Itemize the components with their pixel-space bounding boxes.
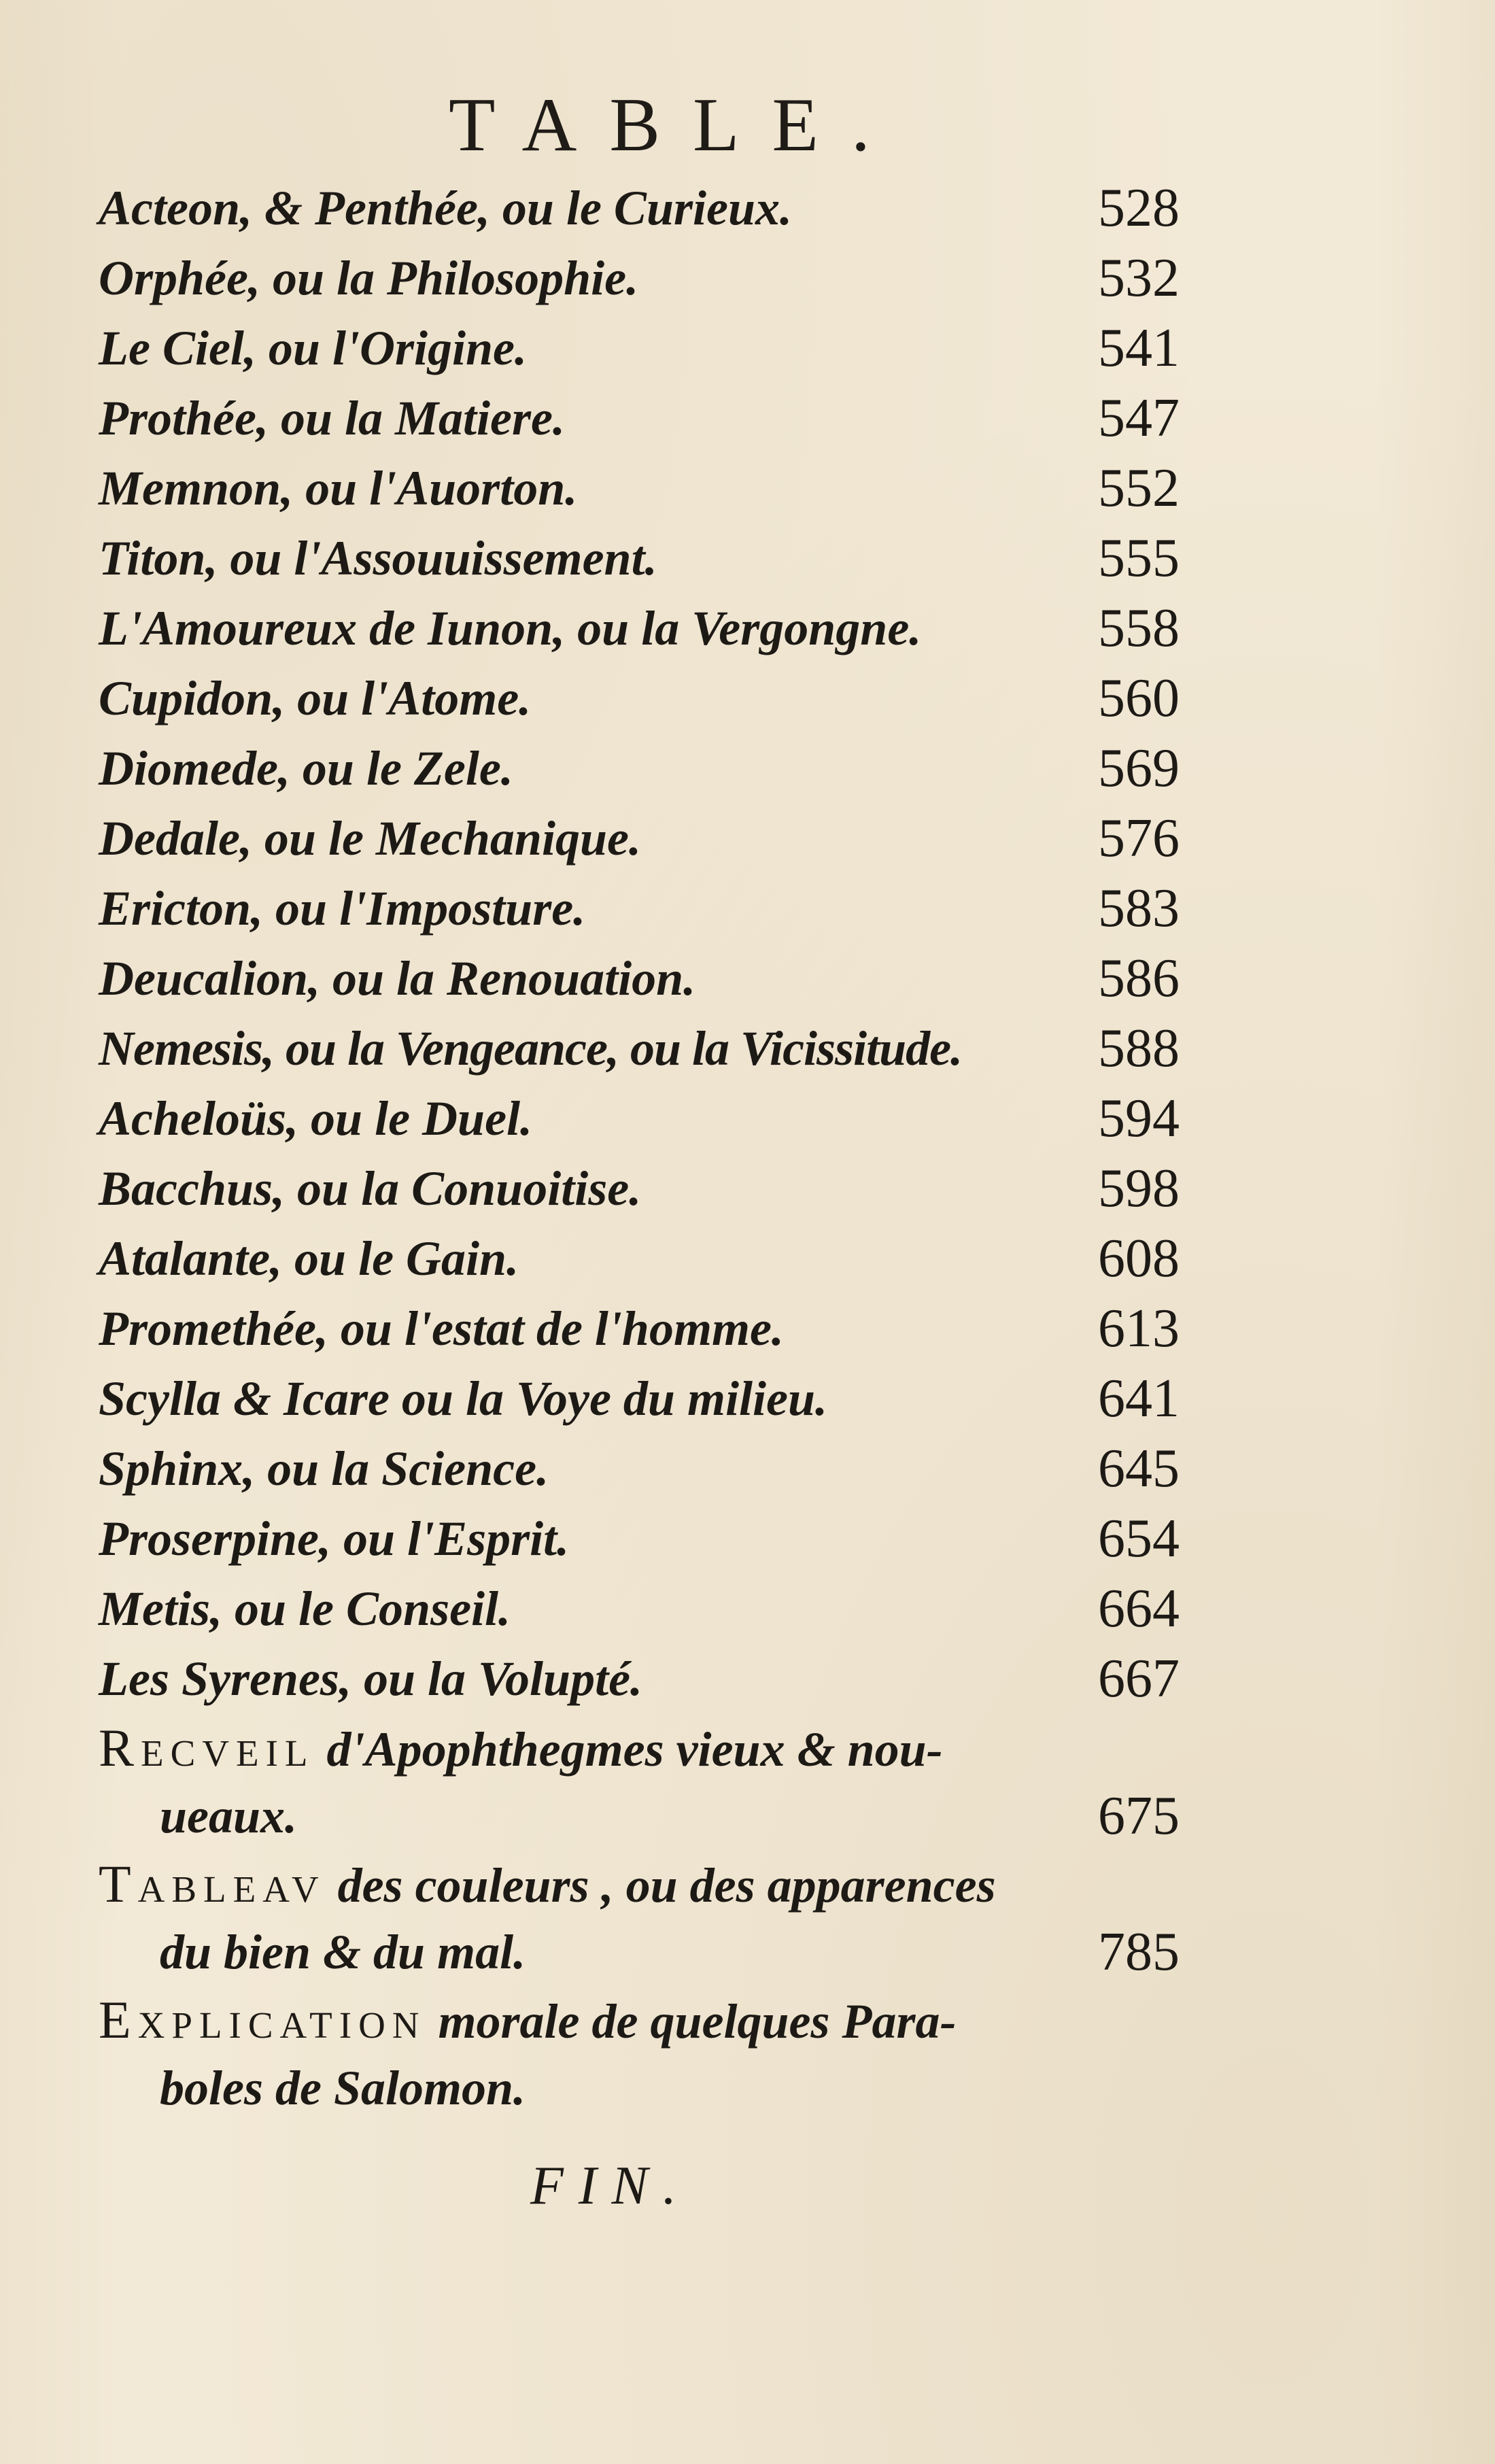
entry-page: 641 xyxy=(1098,1369,1180,1428)
entry-line xyxy=(99,1714,1227,1782)
toc-entry xyxy=(99,1294,1227,1364)
entry-title: Dedale, ou le Mechanique. xyxy=(99,811,641,866)
toc-entry xyxy=(99,734,1227,804)
entry-title: Prothée, ou la Matiere. xyxy=(99,391,565,445)
toc-entry xyxy=(99,944,1227,1014)
entry-page: 541 xyxy=(1098,318,1180,378)
entry-caps: Explication xyxy=(99,1990,426,2049)
table-of-contents xyxy=(99,173,1227,2122)
entry-page: 613 xyxy=(1098,1299,1180,1358)
entry-title: Metis, ou le Conseil. xyxy=(99,1581,511,1636)
entry-title: Scylla & Icare ou la Voye du milieu. xyxy=(99,1371,827,1426)
entry-title: Ericton, ou l'Imposture. xyxy=(99,881,586,936)
entry-page: 586 xyxy=(1098,948,1180,1008)
entry-page: 552 xyxy=(1098,458,1180,518)
entry-caps: Recveil xyxy=(99,1718,315,1777)
entry-title: Bacchus, ou la Conuoitise. xyxy=(99,1161,642,1216)
entry-title-cont: boles de Salomon. xyxy=(160,2061,526,2115)
entry-page: 645 xyxy=(1098,1439,1180,1499)
entry-page: 667 xyxy=(1098,1649,1180,1709)
entry-page: 785 xyxy=(1098,1922,1180,1982)
toc-entry xyxy=(99,1364,1227,1434)
entry-title: Proserpine, ou l'Esprit. xyxy=(99,1511,570,1566)
entry-line xyxy=(99,1986,1227,2054)
toc-entry xyxy=(99,383,1227,454)
entry-title: Acteon, & Penthée, ou le Curieux. xyxy=(99,181,793,235)
toc-entry xyxy=(99,1154,1227,1224)
toc-entry xyxy=(99,243,1227,313)
toc-entry xyxy=(99,313,1227,383)
entry-title: morale de quelques Para- xyxy=(438,1994,957,2049)
entry-page: 675 xyxy=(1098,1786,1180,1846)
toc-entry xyxy=(99,1504,1227,1574)
entry-page: 528 xyxy=(1098,178,1180,238)
entry-title-cont: du bien & du mal. xyxy=(160,1925,526,1979)
toc-entry xyxy=(99,1644,1227,1714)
running-title: TABLE. xyxy=(449,83,903,167)
toc-entry-explication xyxy=(99,1986,1227,2122)
toc-entry xyxy=(99,1014,1227,1084)
entry-page: 576 xyxy=(1098,808,1180,868)
entry-page: 664 xyxy=(1098,1579,1180,1639)
entry-caps: Tableav xyxy=(99,1854,326,1913)
entry-title: Atalante, ou le Gain. xyxy=(99,1231,519,1286)
entry-title: Memnon, ou l'Auorton. xyxy=(99,461,578,515)
entry-title-cont: ueaux. xyxy=(160,1789,298,1843)
entry-title: Diomede, ou le Zele. xyxy=(99,741,513,795)
entry-line xyxy=(99,2054,1227,2122)
entry-title: Titon, ou l'Assouuissement. xyxy=(99,531,657,585)
entry-title: Cupidon, ou l'Atome. xyxy=(99,671,532,725)
toc-entry xyxy=(99,804,1227,874)
entry-page: 598 xyxy=(1098,1159,1180,1218)
toc-entry-recueil xyxy=(99,1714,1227,1850)
toc-entry xyxy=(99,1434,1227,1504)
entry-title: Le Ciel, ou l'Origine. xyxy=(99,321,527,375)
toc-entry xyxy=(99,173,1227,243)
toc-entry xyxy=(99,874,1227,944)
toc-entry xyxy=(99,1084,1227,1154)
entry-page: 594 xyxy=(1098,1089,1180,1148)
entry-page: 608 xyxy=(1098,1229,1180,1288)
entry-page: 569 xyxy=(1098,738,1180,798)
entry-page: 654 xyxy=(1098,1509,1180,1569)
entry-line xyxy=(99,1850,1227,1918)
entry-title: Nemesis, ou la Vengeance, ou la Vicissitude. xyxy=(99,1021,963,1076)
entry-title: L'Amoureux de Iunon, ou la Vergongne. xyxy=(99,601,922,655)
entry-title: Sphinx, ou la Science. xyxy=(99,1441,549,1496)
entry-title: Promethée, ou l'estat de l'homme. xyxy=(99,1301,784,1356)
entry-page: 583 xyxy=(1098,878,1180,938)
toc-entry xyxy=(99,664,1227,734)
toc-entry xyxy=(99,524,1227,594)
entry-page: 560 xyxy=(1098,668,1180,728)
entry-page: 555 xyxy=(1098,528,1180,588)
entry-title: Les Syrenes, ou la Volupté. xyxy=(99,1652,643,1706)
toc-entry xyxy=(99,594,1227,664)
entry-title: Acheloüs, ou le Duel. xyxy=(99,1091,533,1146)
end-mark: FIN. xyxy=(530,2156,691,2216)
entry-page: 532 xyxy=(1098,248,1180,308)
entry-title: des couleurs , ou des apparences xyxy=(337,1858,996,1913)
toc-entry-tableau xyxy=(99,1850,1227,1986)
entry-title: Orphée, ou la Philosophie. xyxy=(99,251,639,305)
entry-line xyxy=(99,1918,1227,1986)
entry-line xyxy=(99,1782,1227,1850)
entry-title: d'Apophthegmes vieux & nou- xyxy=(326,1722,943,1777)
entry-page: 547 xyxy=(1098,388,1180,448)
entry-page: 558 xyxy=(1098,598,1180,658)
toc-entry xyxy=(99,454,1227,524)
toc-entry xyxy=(99,1574,1227,1644)
toc-entry xyxy=(99,1224,1227,1294)
entry-page: 588 xyxy=(1098,1019,1180,1078)
entry-title: Deucalion, ou la Renouation. xyxy=(99,951,696,1006)
